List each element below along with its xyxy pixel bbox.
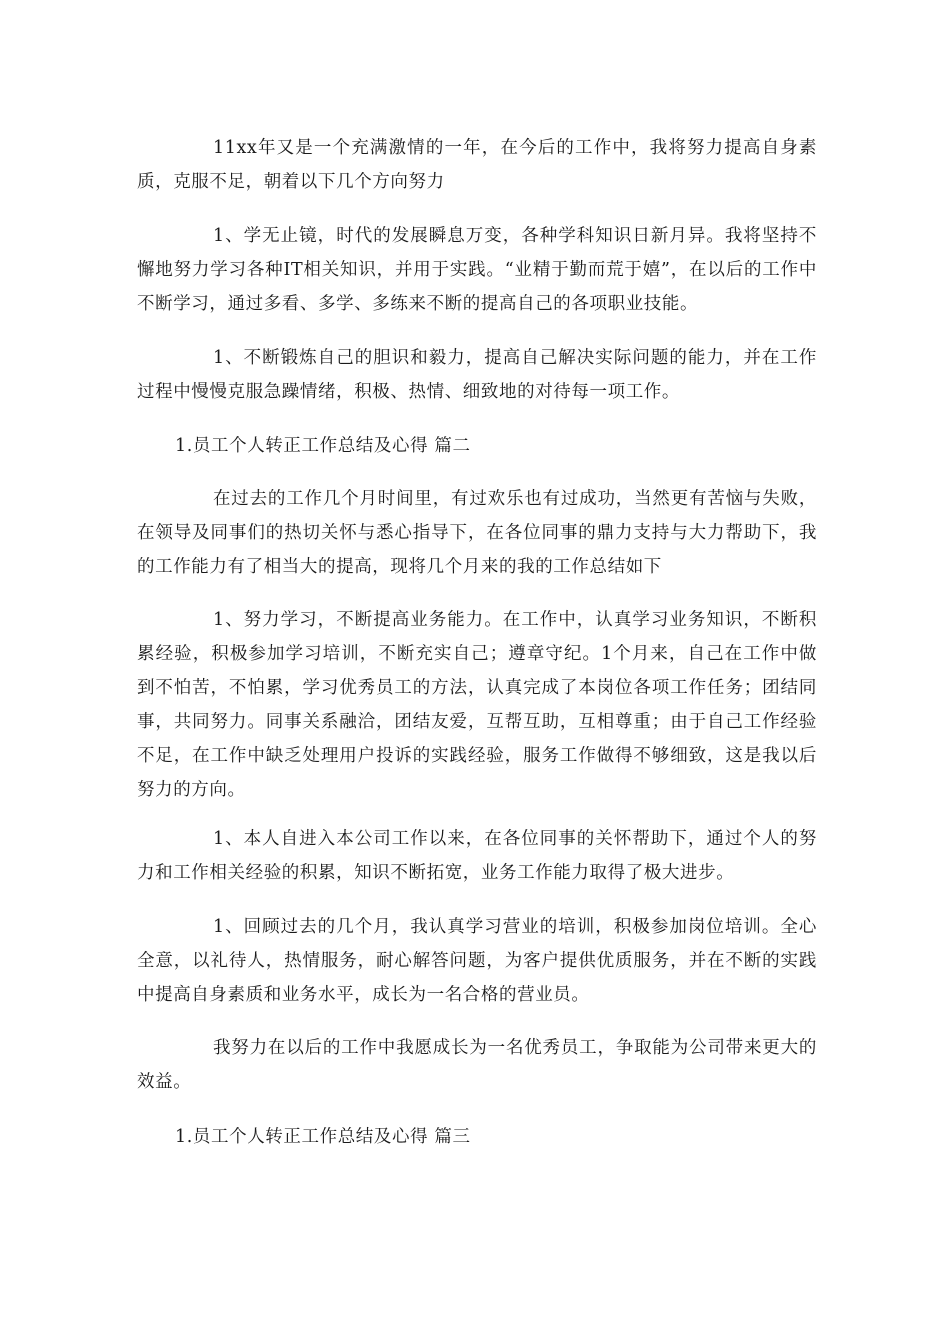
paragraph-progress: 1、本人自进入本公司工作以来，在各位同事的关怀帮助下，通过个人的努力和工作相关经验的积累，知识不断拓宽，业务工作能力取得了极大进步。 bbox=[137, 829, 817, 883]
paragraph-learning: 1、学无止镜，时代的发展瞬息万变，各种学科知识日新月异。我将坚持不懈地努力学习各种IT相关知识，并用于实践。“业精于勤而荒于嬉”，在以后的工作中不断学习，通过多看、多学、多练来不断的提高自己的各项职业技能。 bbox=[137, 226, 817, 314]
section-heading-part-three: 1.员工个人转正工作总结及心得 篇三 bbox=[175, 1127, 471, 1147]
paragraph-aspiration: 我努力在以后的工作中我愿成长为一名优秀员工，争取能为公司带来更大的效益。 bbox=[137, 1038, 817, 1092]
paragraph-study-business: 1、努力学习，不断提高业务能力。在工作中，认真学习业务知识，不断积累经验，积极参加学习培训，不断充实自己；遵章守纪。1个月来，自己在工作中做到不怕苦，不怕累，学习优秀员工的方法，认真完成了本岗位各项工作任务；团结同事，共同努力。同事关系融洽，团结友爱，互帮互助，互相尊重；由于自己工作经验不足，在工作中缺乏处理用户投诉的实践经验，服务工作做得不够细致，这是我以后努力的方向。 bbox=[137, 610, 817, 800]
section-heading-part-two: 1.员工个人转正工作总结及心得 篇二 bbox=[175, 436, 471, 456]
paragraph-training: 1、回顾过去的几个月，我认真学习营业的培训，积极参加岗位培训。全心全意，以礼待人，热情服务，耐心解答问题，为客户提供优质服务，并在不断的实践中提高自身素质和业务水平，成长为一名合格的营业员。 bbox=[137, 917, 817, 1005]
paragraph-review-intro: 在过去的工作几个月时间里，有过欢乐也有过成功，当然更有苦恼与失败，在领导及同事们的热切关怀与悉心指导下，在各位同事的鼎力支持与大力帮助下，我的工作能力有了相当大的提高，现将几个月来的我的工作总结如下 bbox=[137, 489, 817, 577]
paragraph-goals-intro: 11xx年又是一个充满激情的一年，在今后的工作中，我将努力提高自身素质，克服不足，朝着以下几个方向努力 bbox=[137, 138, 817, 192]
paragraph-courage: 1、不断锻炼自己的胆识和毅力，提高自己解决实际问题的能力，并在工作过程中慢慢克服急躁情绪，积极、热情、细致地的对待每一项工作。 bbox=[137, 348, 817, 402]
